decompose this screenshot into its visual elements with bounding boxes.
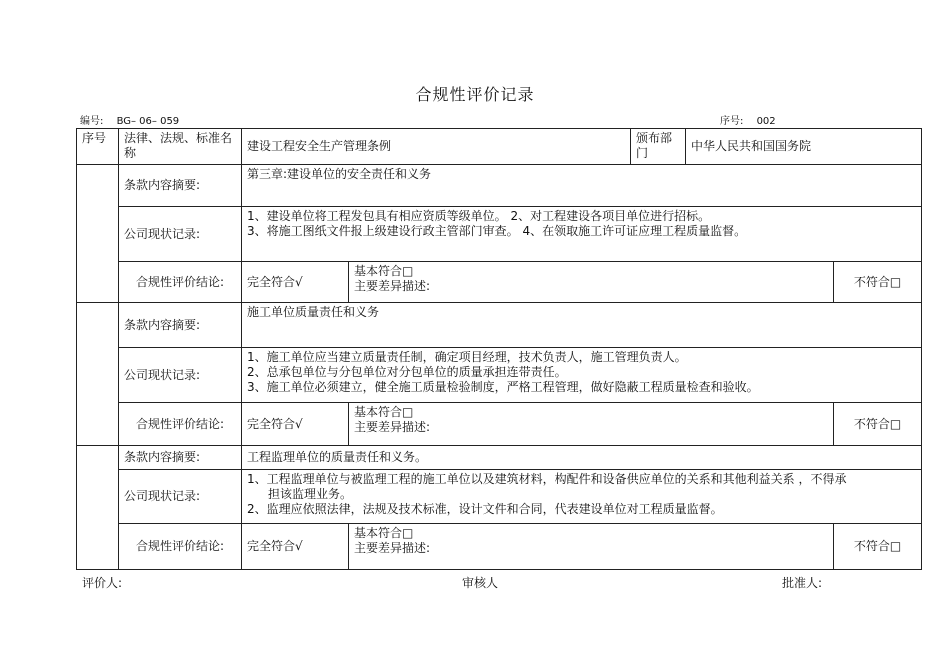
section-2-conclusion-row: [77, 403, 922, 446]
section-1-status-row: [77, 207, 922, 262]
status-label: 公司现状记录:: [119, 207, 242, 262]
status-line: 1、施工单位应当建立质量责任制，确定项目经理，技术负责人，施工管理负责人。: [247, 350, 687, 364]
document-code: [80, 112, 179, 127]
section-1-summary: 第三章:建设单位的安全责任和义务: [242, 165, 922, 207]
basic-compliance: 基本符合□: [354, 264, 414, 278]
code-label: 编号:: [80, 116, 104, 127]
status-line: 2、总承包单位与分包单位对分包单位的质量承担连带责任。: [247, 365, 567, 379]
difference-description: 主要差异描述:: [354, 420, 431, 434]
full-compliance: 完全符合√: [242, 524, 349, 570]
summary-label: 条款内容摘要:: [119, 446, 242, 470]
section-3-status-row: [77, 470, 922, 524]
summary-label: 条款内容摘要:: [119, 165, 242, 207]
section-2-summary-row: [77, 303, 922, 348]
full-compliance: 完全符合√: [242, 262, 349, 303]
status-label: 公司现状记录:: [119, 348, 242, 403]
status-line: 担该监理业务。: [268, 487, 353, 501]
dept-name-cell: 中华人民共和国国务院: [686, 129, 922, 165]
header-dept-label: 颁布部门: [631, 129, 686, 165]
header-law-label: 法律、法规、标准名称: [119, 129, 242, 165]
law-name-cell: 建设工程安全生产管理条例: [242, 129, 631, 165]
section-1-seq: [77, 165, 119, 303]
full-compliance: 完全符合√: [242, 403, 349, 446]
section-2-summary: 施工单位质量责任和义务: [242, 303, 922, 348]
code-value: BG– 06– 059: [116, 116, 180, 127]
header-row: [77, 129, 922, 165]
basic-compliance-cell: [349, 262, 834, 303]
section-2-status: [242, 348, 922, 403]
basic-compliance: 基本符合□: [354, 405, 414, 419]
status-line: 1、工程监理单位与被监理工程的施工单位以及建筑材料，构配件和设备供应单位的关系和其他利益关系 ，不得承: [247, 472, 847, 486]
section-3-conclusion-row: [77, 524, 922, 570]
status-line: 3、施工单位必须建立，健全施工质量检验制度，严格工程管理，做好隐蔽工程质量检查和验收。: [247, 380, 759, 394]
section-3-summary-row: [77, 446, 922, 470]
basic-compliance: 基本符合□: [354, 526, 414, 540]
document-seq: [720, 112, 776, 127]
conclusion-label: 合规性评价结论:: [119, 403, 242, 446]
section-1-summary-row: [77, 165, 922, 207]
basic-compliance-cell: [349, 403, 834, 446]
section-2-seq: [77, 303, 119, 446]
seq-label: 序号:: [720, 116, 744, 127]
non-compliance: 不符合□: [834, 524, 922, 570]
evaluator-label: 评价人:: [82, 576, 123, 590]
approver-label: 批准人:: [782, 576, 823, 590]
non-compliance: 不符合□: [834, 403, 922, 446]
difference-description: 主要差异描述:: [354, 279, 431, 293]
evaluation-table: [76, 128, 922, 570]
basic-compliance-cell: [349, 524, 834, 570]
section-2-status-row: [77, 348, 922, 403]
section-1-status: [242, 207, 922, 262]
summary-label: 条款内容摘要:: [119, 303, 242, 348]
section-3-summary: 工程监理单位的质量责任和义务。: [242, 446, 922, 470]
status-label: 公司现状记录:: [119, 470, 242, 524]
section-1-conclusion-row: [77, 262, 922, 303]
conclusion-label: 合规性评价结论:: [119, 262, 242, 303]
header-seq: 序号: [77, 129, 119, 165]
difference-description: 主要差异描述:: [354, 541, 431, 555]
section-3-seq: [77, 446, 119, 570]
conclusion-label: 合规性评价结论:: [119, 524, 242, 570]
document-title: 合规性评价记录: [415, 85, 535, 104]
seq-value: 002: [756, 116, 776, 127]
reviewer-label: 审核人: [462, 576, 499, 590]
section-3-status: [242, 470, 922, 524]
status-line: 2、监理应依照法律，法规及技术标准，设计文件和合同，代表建设单位对工程质量监督。: [247, 502, 723, 516]
status-line: 1、建设单位将工程发包具有相应资质等级单位。 2、对工程建设各项目单位进行招标。: [247, 209, 711, 223]
non-compliance: 不符合□: [834, 262, 922, 303]
status-line: 3、将施工图纸文件报上级建设行政主管部门审查。 4、在领取施工许可证应理工程质量监督。: [247, 224, 747, 238]
